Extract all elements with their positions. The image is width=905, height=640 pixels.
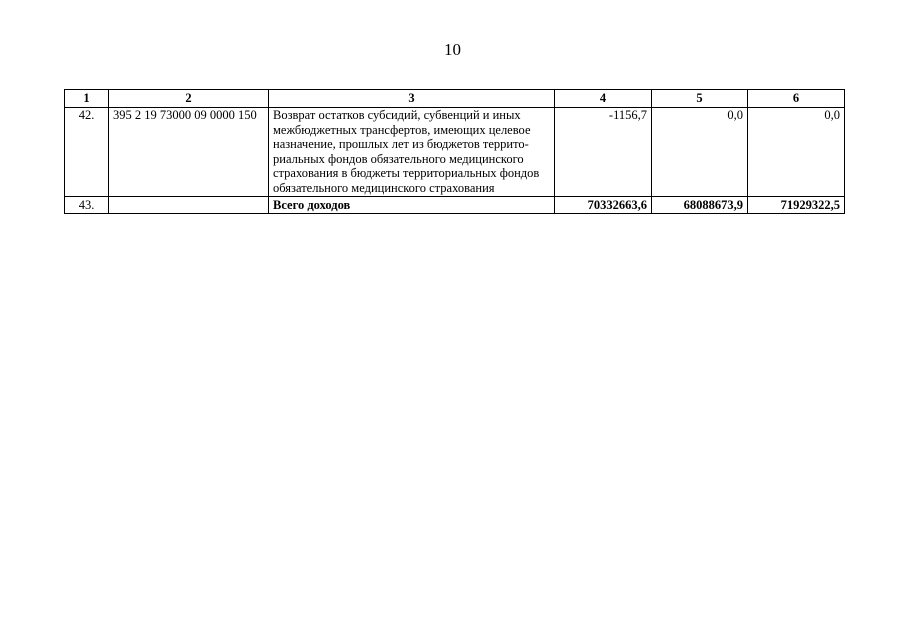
table-header-row xyxy=(65,90,845,108)
page-number: 10 xyxy=(444,40,461,59)
total-value-column-6: 71929322,5 xyxy=(748,196,845,213)
description-line: страхования в бюджеты территориальных фондов xyxy=(273,166,540,181)
value-column-4: -1156,7 xyxy=(555,108,652,197)
description-line: обязательного медицинского страхования xyxy=(273,180,495,195)
column-header-6: 6 xyxy=(748,90,845,108)
budget-code: 395 2 19 73000 09 0000 150 xyxy=(109,108,269,197)
column-header-5: 5 xyxy=(652,90,748,108)
total-value-column-4: 70332663,6 xyxy=(555,196,652,213)
description-line: межбюджетных трансфертов, имеющих целевое xyxy=(273,122,531,137)
revenue-table xyxy=(64,89,845,214)
row-description xyxy=(269,108,555,197)
description-line: Возврат остатков субсидий, субвенций и иных xyxy=(273,108,521,122)
row-number: 42. xyxy=(65,108,109,197)
value-column-5: 0,0 xyxy=(652,108,748,197)
column-header-2: 2 xyxy=(109,90,269,108)
total-value-column-5: 68088673,9 xyxy=(652,196,748,213)
column-header-4: 4 xyxy=(555,90,652,108)
table-row xyxy=(65,108,845,197)
total-row xyxy=(65,196,845,213)
description-line: назначение, прошлых лет из бюджетов террито- xyxy=(273,137,529,152)
total-label: Всего доходов xyxy=(269,196,555,213)
column-header-3: 3 xyxy=(269,90,555,108)
budget-code xyxy=(109,196,269,213)
value-column-6: 0,0 xyxy=(748,108,845,197)
description-line: риальных фондов обязательного медицинского xyxy=(273,151,524,166)
row-number: 43. xyxy=(65,196,109,213)
column-header-1: 1 xyxy=(65,90,109,108)
